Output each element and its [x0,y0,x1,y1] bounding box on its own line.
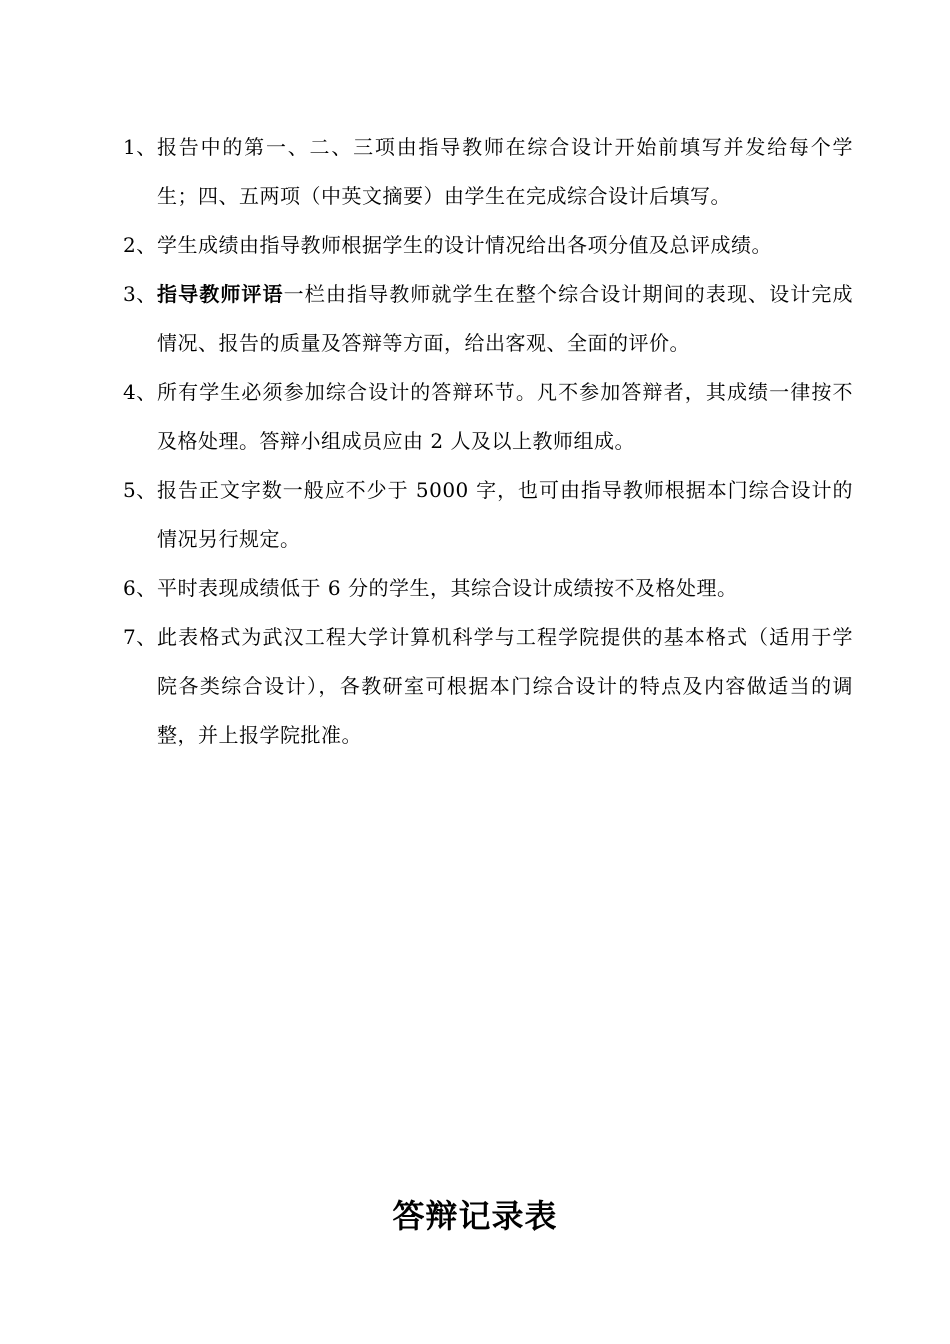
instruction-item-1 [123,123,853,221]
instruction-item-2 [123,221,853,270]
instruction-number: 1、 [123,135,157,159]
instruction-number: 5、 [123,478,157,502]
instruction-text: 平时表现成绩低于 6 分的学生，其综合设计成绩按不及格处理。 [157,576,738,600]
instruction-item-7 [123,613,853,760]
instruction-number: 4、 [123,380,157,404]
instruction-item-6 [123,564,853,613]
instruction-text: 此表格式为武汉工程大学计算机科学与工程学院提供的基本格式（适用于学院各类综合设计），各教研室可根据本门综合设计的特点及内容做适当的调整，并上报学院批准。 [157,625,853,747]
instruction-item-4 [123,368,853,466]
instruction-text: 学生成绩由指导教师根据学生的设计情况给出各项分值及总评成绩。 [157,233,772,257]
section-title: 答辩记录表 [392,1197,558,1235]
instruction-text: 一栏由指导教师就学生在整个综合设计期间的表现、设计完成情况、报告的质量及答辩等方面，给出客观、全面的评价。 [157,282,853,355]
instruction-number: 3、 [123,282,157,306]
instruction-bold-term: 指导教师评语 [157,282,284,306]
instruction-item-5 [123,466,853,564]
instruction-item-3 [123,270,853,368]
instruction-text: 报告正文字数一般应不少于 5000 字，也可由指导教师根据本门综合设计的情况另行规定。 [157,478,853,551]
instruction-number: 2、 [123,233,157,257]
instruction-text: 报告中的第一、二、三项由指导教师在综合设计开始前填写并发给每个学生；四、五两项（中英文摘要）由学生在完成综合设计后填写。 [157,135,853,208]
instructions-list [123,123,853,760]
instruction-number: 6、 [123,576,157,600]
instruction-number: 7、 [123,625,157,649]
instruction-text: 所有学生必须参加综合设计的答辩环节。凡不参加答辩者，其成绩一律按不及格处理。答辩小组成员应由 2 人及以上教师组成。 [157,380,853,453]
